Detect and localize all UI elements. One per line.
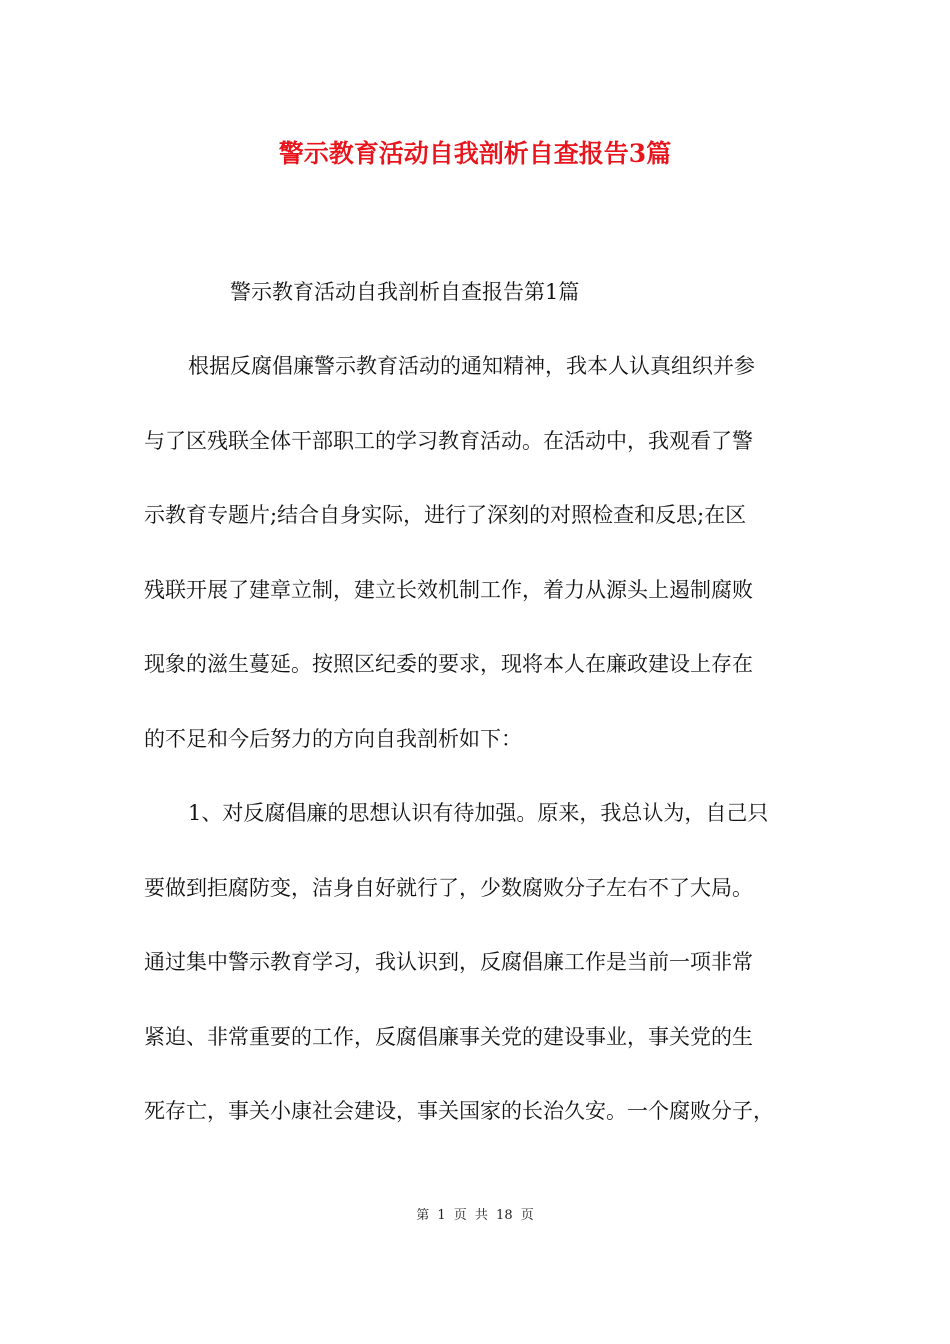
paragraph-line: 要做到拒腐防变，洁身自好就行了，少数腐败分子左右不了大局。	[144, 875, 753, 900]
paragraph-line: 通过集中警示教育学习，我认识到，反腐倡廉工作是当前一项非常	[144, 950, 753, 974]
section-heading: 警示教育活动自我剖析自查报告第1篇	[230, 280, 580, 304]
paragraph-line: 1、对反腐倡廉的思想认识有待加强。原来，我总认为，自己只	[188, 801, 769, 825]
paragraph-line: 根据反腐倡廉警示教育活动的通知精神，我本人认真组织并参	[188, 354, 755, 378]
document-title: 警示教育活动自我剖析自查报告3篇	[278, 139, 672, 168]
page-footer: 第 1 页 共 18 页	[416, 1208, 534, 1223]
paragraph-line: 与了区残联全体干部职工的学习教育活动。在活动中，我观看了警	[144, 428, 753, 453]
document-body	[144, 350, 810, 1170]
paragraph-line: 紧迫、非常重要的工作，反腐倡廉事关党的建设事业，事关党的生	[144, 1024, 753, 1049]
paragraph-line: 残联开展了建章立制，建立长效机制工作，着力从源头上遏制腐败	[144, 577, 753, 602]
paragraph-line: 现象的滋生蔓延。按照区纪委的要求，现将本人在廉政建设上存在	[144, 652, 753, 676]
paragraph-line: 的不足和今后努力的方向自我剖析如下：	[144, 726, 522, 751]
paragraph-line: 示教育专题片;结合自身实际，进行了深刻的对照检查和反思;在区	[144, 503, 747, 527]
paragraph-line: 死存亡，事关小康社会建设，事关国家的长治久安。一个腐败分子，	[144, 1099, 774, 1123]
